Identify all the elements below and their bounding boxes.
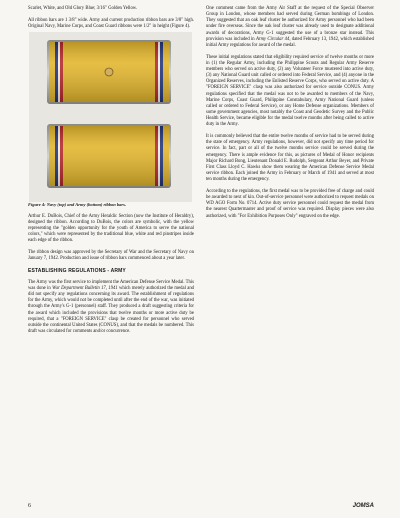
- approval-paragraph: The ribbon design was approved by the Secretary of War and the Secretary of Navy on January 7, 1942. Production and issue of ribbon bars commenced about a year later.: [28, 250, 194, 262]
- intro-line: Scarlet, White, and Old Glory Blue; 3/16" Golden Yellow.: [28, 6, 138, 11]
- service-period-paragraph: It is commonly believed that the entire twelve months of service had to be served during the state of emergency. Army regulations, however, did not specify any time period for service. In fact, part or all of the twelve months service could be served during the emergency. There is ample evidence for this, as pictures of Medal of Honor recipients Major Richard Bong, Lieutenant Donald E. Rudolph, Sergeant Arthur Beyer, and Private First Class Lloyd C. Hawks show them wearing the American Defense Service Medal service ribbon. Each joined the Army in February or March of 1941 and served at most ten months during the emergency.: [206, 134, 374, 183]
- section-heading: ESTABLISHING REGULATIONS - ARMY: [28, 268, 126, 275]
- publication-name: JOMSA: [352, 503, 374, 509]
- citation-circular: Army Circular 44: [255, 36, 290, 42]
- air-staff-paragraph: [206, 6, 374, 49]
- text-run: One comment came from the Army Air Staff at the request of the Special Observer Group in London, whose members had served during German bombings of London. They suggested that an oak leaf cluster be authorized for Army personnel who had been under fire overseas. Since the oak leaf cluster was already used to designate additional awards of decorations, Army G-1 suggested the use of a bronze star instead. This provision was included in: [206, 6, 374, 42]
- page-footer: [28, 503, 374, 509]
- award-procedure-paragraph: According to the regulations, the first medal was to be provided free of charge and could be awarded to next of kin. Out-of-service personnel were authorized to request medals on WD AGO Form No. 0714. Active duty service personnel could request the medal from the nearest Quartermaster and proof of service was required. Display pieces were also authorized, with "For Exhibition Purposes Only" engraved on the edge.: [206, 189, 374, 219]
- citation-bulletin: War Department Bulletin 17, 1941: [52, 286, 118, 291]
- page-number: 6: [28, 503, 31, 509]
- left-column: [28, 6, 194, 335]
- ribbon-bars-image: [29, 32, 192, 202]
- text-run: which merely authorized the medal and did not specify any regulations concerning its award. The establishment of regulations for the Army, which would not be completed until after the end of the war, was initiated through the Army's G-1 (personnel) staff. They produced a draft suggesting criteria for the award which included the provisions that twelve months or more active duty be required, that a "FOREIGN SERVICE" clasp be created for personnel who served outside the continental United States (CONUS), and that the medals be numbered. This draft was circulated for comments and/or concurrence.: [28, 286, 195, 335]
- army-implementation-paragraph: [28, 280, 194, 335]
- designer-paragraph: Arthur E. DuBois, Chief of the Army Heraldic Section (now the Institute of Heraldry), designed the ribbon. According to DuBois, the colors are symbolic, with the yellow representing the "golden opportunity for the youth of America to serve the national colors," which were represented by the traditional blue, white and red pinstripes inside each edge of the ribbon.: [28, 213, 194, 244]
- figure-caption: Figure 4: Navy (top) and Army (bottom) ribbon bars.: [28, 202, 126, 208]
- ribbon-bars-photo: [29, 32, 192, 202]
- right-column: [206, 6, 374, 220]
- text-run: The Army was the first service to implement the American Defense Service Medal. This was done in: [28, 279, 194, 291]
- army-ribbon-bar: [47, 124, 171, 188]
- text-run: , dated February 13, 1942, which established initial Army regulations for award of the medal.: [206, 36, 374, 48]
- ribbon-size-paragraph: All ribbon bars are 1 3/8" wide. Army and current production ribbon bars are 3/8" high. Original Navy, Marine Corps, and Coast Guard ribbons were 1/2" in height (Figure 4).: [28, 17, 194, 29]
- navy-ribbon-bar: [47, 40, 171, 104]
- eligibility-paragraph: These initial regulations stated that eligibility required service of twelve months or more in (1) the Regular Army, including the Philippine Scouts and Regular Army Reserve members who served on active duty, (2) any Volunteer Force mustered into active duty, (3) any National Guard unit called or ordered into Federal Service, and (4) anyone in the Organized Reserves, including the Enlisted Reserve Corps, who served on active duty. A "FOREIGN SERVICE" clasp was also authorized for service outside CONUS. Army regulations specified that the medal was not to be awarded to members of the Navy, Marine Corps, Coast Guard, Philippine Constabulary, Army National Guard (unless called or ordered to Federal Service), or any Home Defense organizations. Members of some government agencies, most notably the Coast and Geodetic Survey and the Public Health Service, became eligible for the medal twelve months after being called to active duty in the Army.: [206, 54, 374, 128]
